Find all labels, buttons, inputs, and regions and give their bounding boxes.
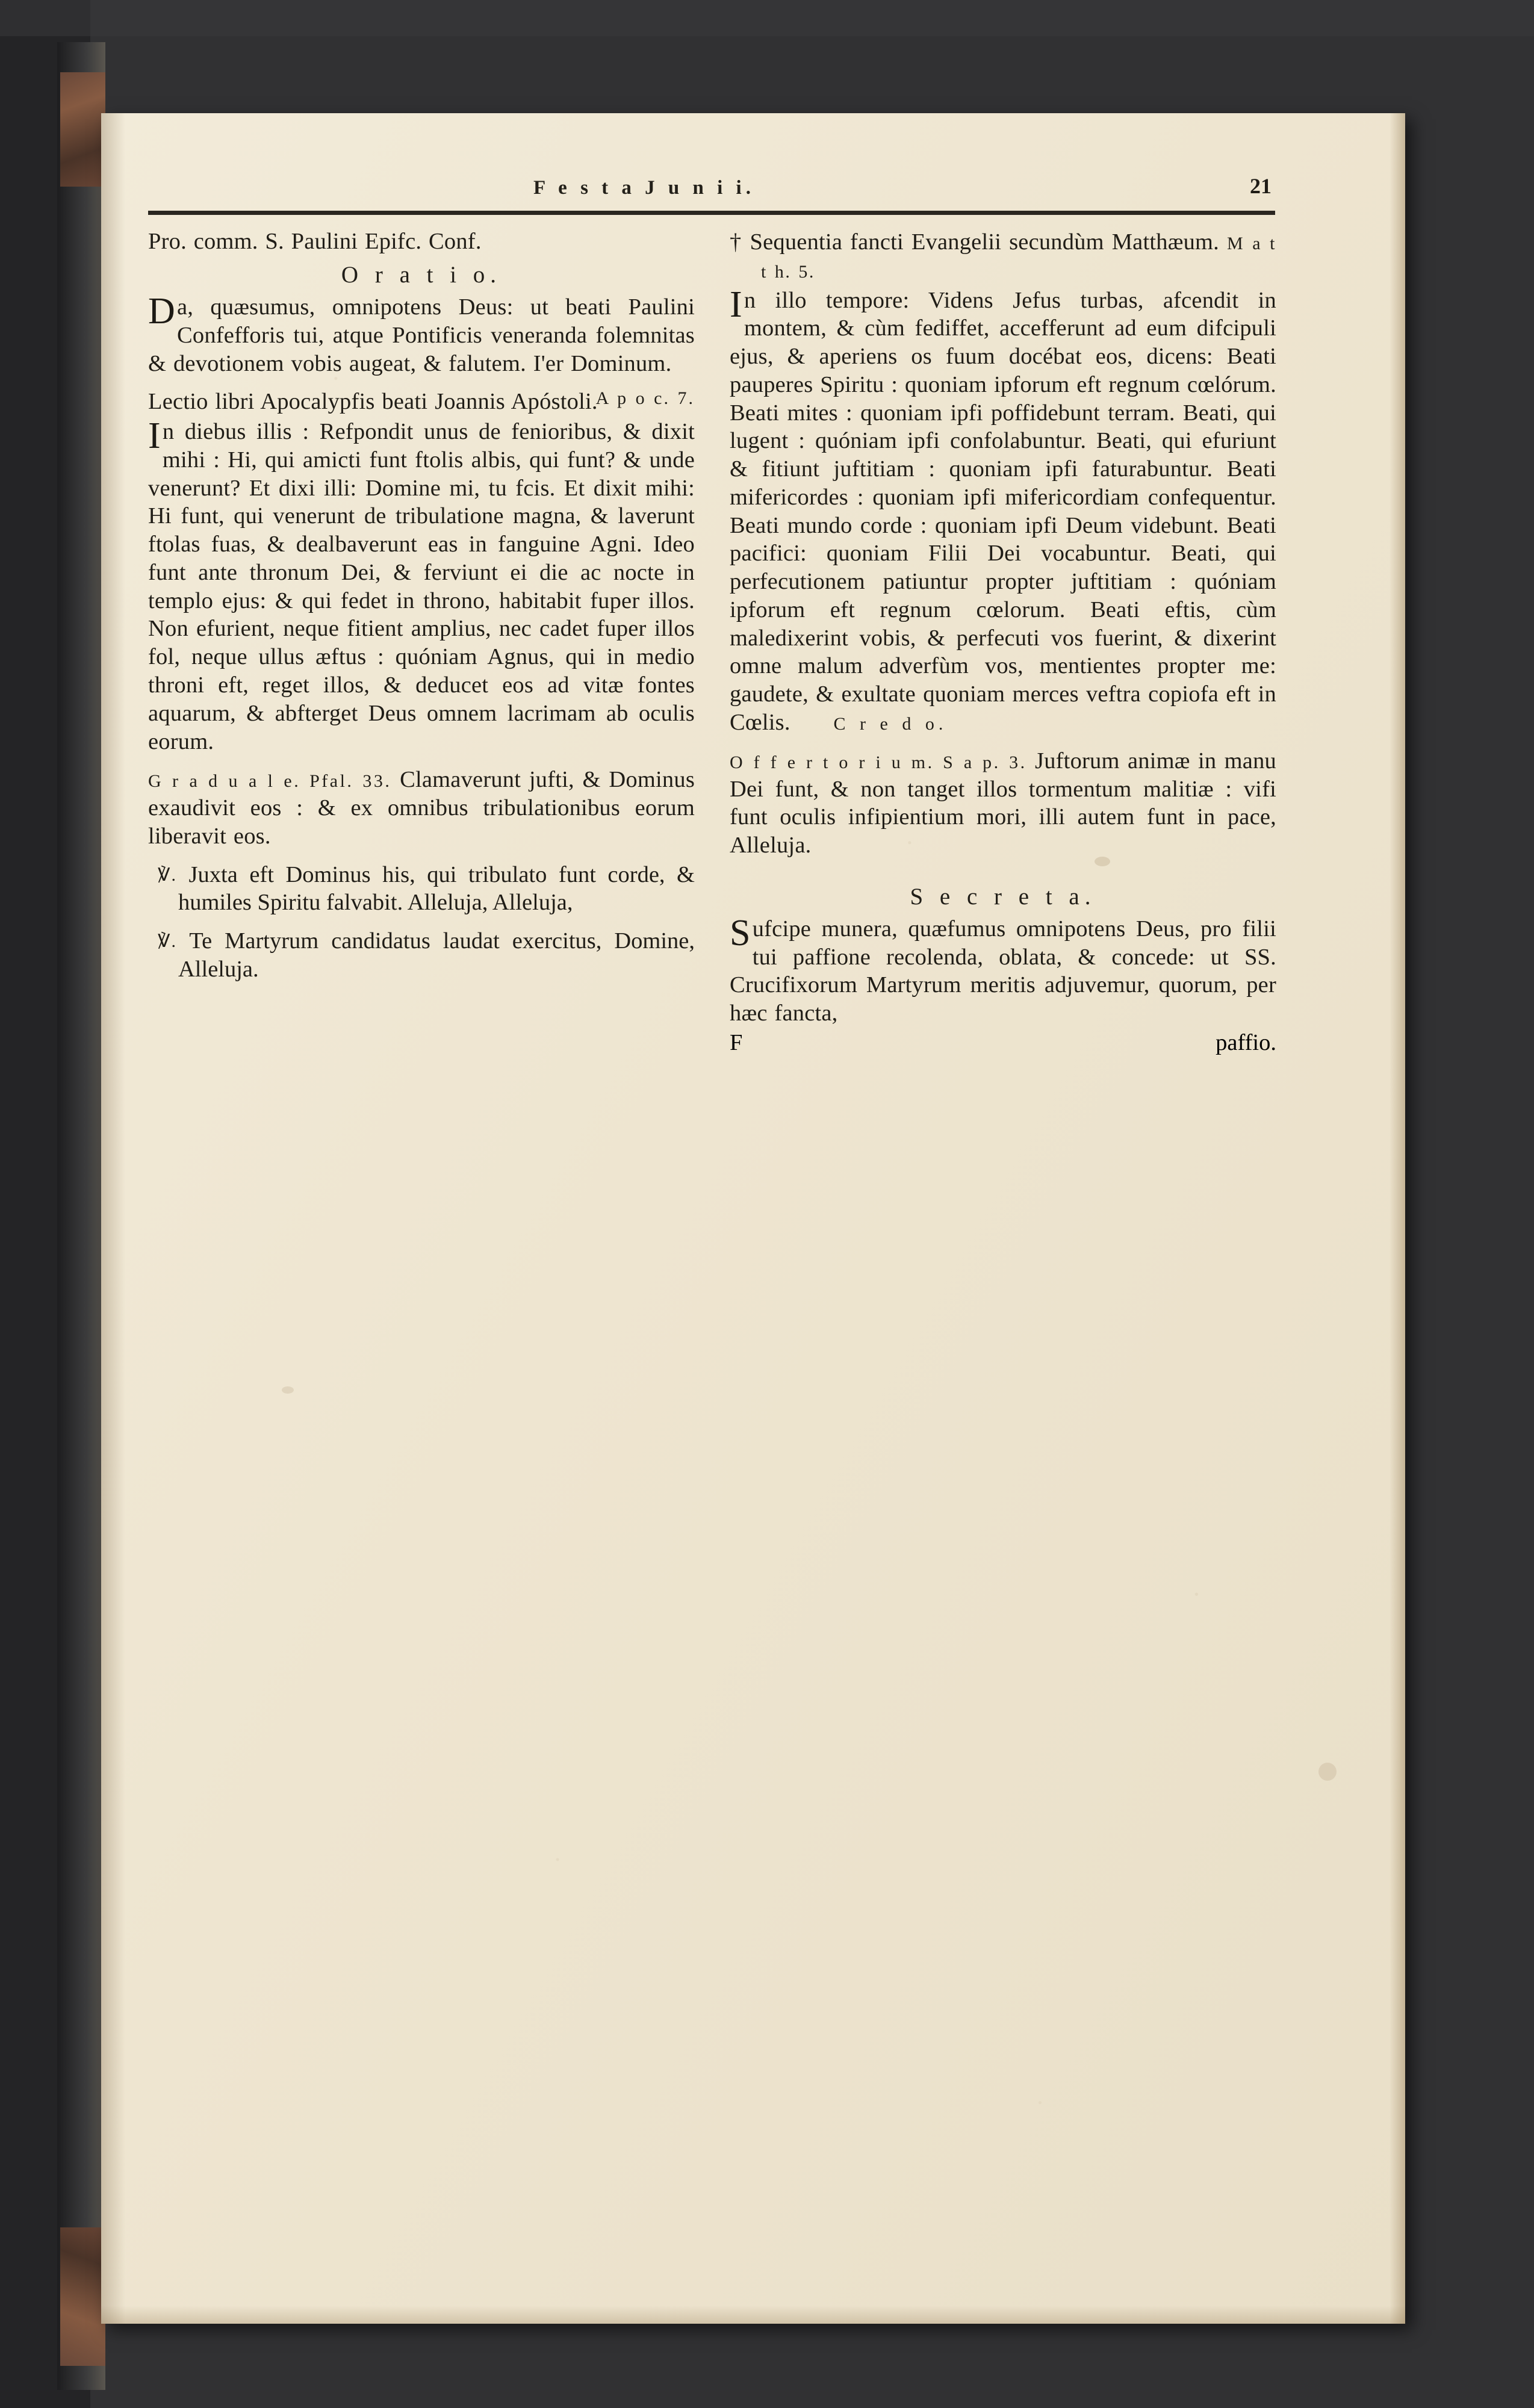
- marbled-endpaper-top: [60, 72, 105, 187]
- lectio-rubric-text: Lectio libri Apocalypfis beati Joannis Apóstoli.: [148, 389, 598, 415]
- versicle-mark-icon: ℣.: [158, 864, 178, 885]
- page-edge-bottom: [101, 2306, 1405, 2324]
- book-page: [101, 113, 1405, 2324]
- left-column: [148, 228, 695, 1056]
- page-edge-right: [1390, 113, 1405, 2324]
- spacer: [730, 861, 1276, 877]
- secreta-text: ufcipe munera, quæfumus omnipotens Deus, pro filii tui paffione recolenda, oblata, & concede: ut SS. Crucifixorum Martyrum meritis adjuvemur, quorum, per hæc fancta,: [730, 916, 1276, 1026]
- lectio-initial: I: [148, 415, 161, 457]
- secreta-heading: S e c r e t a.: [910, 883, 1096, 910]
- two-column-layout: [148, 228, 1280, 1056]
- right-column: [730, 228, 1276, 1056]
- secreta-initial: S: [730, 912, 751, 954]
- gospel-rubric: [730, 228, 1276, 285]
- gospel-reference: M a t t h. 5.: [761, 234, 1276, 282]
- versicle-1: [148, 861, 695, 917]
- running-head-title: F e s t a J u n i i.: [533, 177, 755, 199]
- versicle-1-text: Juxta eft Dominus his, qui tribulato funt corde, & humiles Spiritu falvabit. Alleluja, Alleluja,: [178, 861, 695, 916]
- header-rule: [148, 211, 1275, 215]
- gospel-paragraph: [730, 284, 1276, 737]
- spacer: [148, 379, 695, 388]
- lectio-rubric: [148, 388, 695, 416]
- spacer: [148, 852, 695, 861]
- running-head: [148, 173, 1280, 207]
- versicle-2: [148, 927, 695, 984]
- graduale-rubric: G r a d u a l e. Pfal. 33.: [148, 771, 392, 792]
- spacer: [148, 757, 695, 766]
- offertorium-paragraph: [730, 747, 1276, 860]
- gospel-text: n illo tempore: Videns Jefus turbas, afcendit in montem, & cùm fediffet, accefferunt ad eum difcipuli ejus, & aperiens os fuum docébat eos, dicens: Beati pauperes Spiritu : quoniam ipforum eft regnum cœlórum. Beati mites : quoniam ipfi poffidebunt terram. Beati, qui lugent : quóniam ipfi confolabuntur. Beati, qui efuriunt & fitiunt juftitiam : quoniam ipfi faturabuntur. Beati mifericordes : quoniam ipfi mifericordiam confequentur. Beati mundo corde : quoniam ipfi Deum videbunt. Beati pacifici: quoniam Filii Dei vocabuntur. Beati, qui perfecutionem patiuntur propter juftitiam : quóniam ipforum eft regnum cœlorum. Beati eftis, cùm maledixerint vobis, & perfecuti vos fuerint, & dixerint omne malum adverfùm vos, mentientes propter me: gaudete, & exultate quoniam merces veftra copiofa eft in Cœlis.: [730, 287, 1276, 736]
- versicle-2-text: Te Martyrum candidatus laudat exercitus, Domine, Alleluja.: [178, 928, 695, 982]
- oratio-paragraph: [148, 293, 695, 377]
- lectio-paragraph: [148, 415, 695, 756]
- offertorium-text: Juftorum animæ in manu Dei funt, & non tanget illos tormentum malitiæ : vifi funt oculis infipientium mori, illi autem funt in pace, Alleluja.: [730, 748, 1276, 858]
- signature-mark: F: [730, 1029, 743, 1055]
- graduale-paragraph: [148, 766, 695, 850]
- spacer: [148, 919, 695, 927]
- scan-background-top-shade: [0, 0, 1534, 36]
- spacer: [730, 739, 1276, 747]
- catchword: paffio.: [1216, 1029, 1276, 1055]
- oratio-text: a, quæsumus, omnipotens Deus: ut beati Paulini Confefforis tui, atque Pontificis veneranda folemnitas & devotionem vobis augeat, & falutem. I'er Dominum.: [148, 294, 695, 376]
- page-edge-left: [101, 113, 125, 2324]
- page-number: 21: [1250, 174, 1272, 198]
- lectio-reference: A p o c. 7.: [595, 388, 695, 409]
- book-binding-edge: [57, 42, 105, 2390]
- catchword-row: [730, 1029, 1276, 1056]
- oratio-initial: D: [148, 291, 175, 332]
- foxing-spot: [1318, 1763, 1337, 1781]
- marbled-endpaper-bottom: [60, 2227, 105, 2366]
- oratio-heading: O r a t i o.: [341, 262, 502, 288]
- commemoration-title: Pro. comm. S. Paulini Epifc. Conf.: [148, 229, 482, 254]
- page-content: [148, 173, 1280, 1056]
- foxing-spot: [282, 1386, 294, 1394]
- gospel-rubric-text: Sequentia fancti Evangelii secundùm Matthæum.: [750, 229, 1220, 255]
- secreta-paragraph: [730, 912, 1276, 1028]
- versicle-mark-icon: ℣.: [158, 931, 178, 952]
- offertorium-rubric: O f f e r t o r i u m. S a p. 3.: [730, 752, 1027, 772]
- lectio-text: n diebus illis : Refpondit unus de fenioribus, & dixit mihi : Hi, qui amicti funt ftolis albis, qui funt? & unde venerunt? Et dixi illi: Domine mi, tu fcis. Et dixit mihi: Hi funt, qui venerunt de tribulatione magna, & laverunt ftolas fuas, & dealbaverunt eas in fanguine Agni. Ideo funt ante thronum Dei, & ferviunt ei die ac nocte in templo ejus: & qui fedet in throno, habitabit fuper illos. Non efurient, neque fitient amplius, nec cadet fuper illos fol, neque ullus æftus : quóniam Agnus, qui in medio throni eft, reget illos, & deducet eos ad vitæ fontes aquarum, & abfterget Deus omnem lacrimam ab oculis eorum.: [148, 419, 695, 754]
- credo-label: C r e d o.: [833, 714, 948, 734]
- gospel-initial: I: [730, 284, 742, 325]
- cross-icon: †: [730, 229, 742, 255]
- graduale-text: Clamaverunt jufti, & Dominus exaudivit eos : & ex omnibus tribulationibus eorum liberavit eos.: [148, 767, 695, 849]
